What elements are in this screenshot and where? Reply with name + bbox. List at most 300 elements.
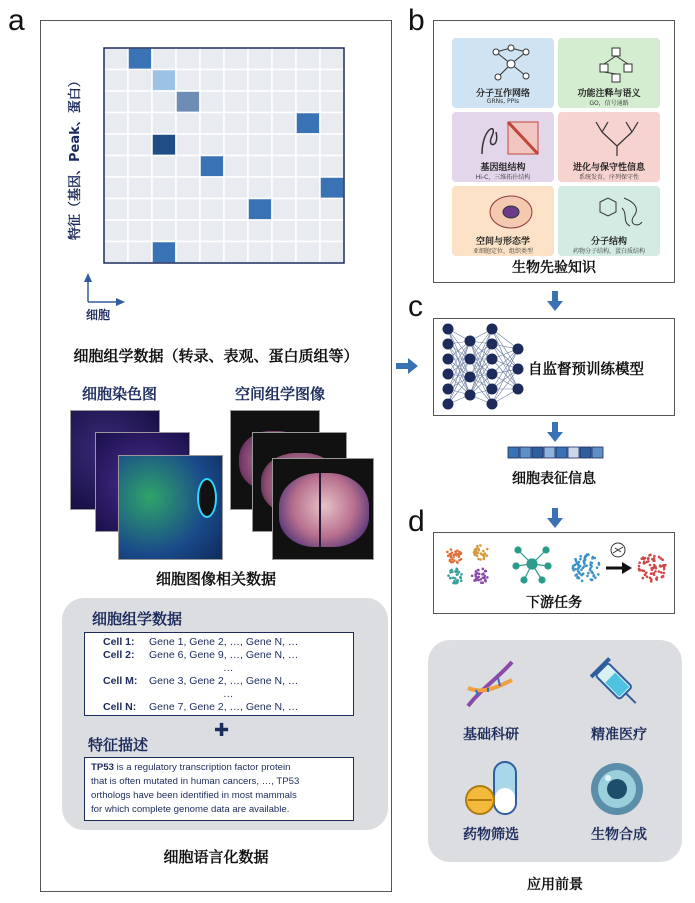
matrix-cell xyxy=(200,134,224,156)
matrix-cell xyxy=(128,199,152,221)
cluster-dot xyxy=(653,555,656,558)
matrix-cell xyxy=(128,134,152,156)
prior-knowledge-title: 生物先验知识 xyxy=(512,260,596,276)
cell-genes: Gene 1, Gene 2, …, Gene N, … xyxy=(149,636,299,648)
tile-title: 分子结构 xyxy=(590,237,627,247)
app-label-biosynthesis: 生物合成 xyxy=(591,827,647,843)
matrix-cell xyxy=(224,199,248,221)
cluster-dot xyxy=(458,555,461,558)
cluster-dot xyxy=(578,561,581,564)
matrix-cell xyxy=(224,156,248,178)
spatial-title: 空间组学图像 xyxy=(235,385,326,403)
cluster-dot xyxy=(597,573,600,576)
embedding-label: 细胞表征信息 xyxy=(512,471,596,487)
cluster-dot xyxy=(460,579,463,582)
cluster-dot xyxy=(476,554,479,557)
matrix-title: 细胞组学数据（转录、表观、蛋白质组等） xyxy=(73,347,359,365)
cell-id: Cell M: xyxy=(103,675,138,687)
cell-row xyxy=(103,662,234,674)
cluster-dot xyxy=(584,556,587,559)
cluster-dot xyxy=(474,573,477,576)
matrix-cell xyxy=(128,48,152,70)
matrix-cell xyxy=(272,134,296,156)
matrix-cell xyxy=(296,91,320,113)
arrow-a-to-c xyxy=(396,357,422,375)
embedding-cell xyxy=(580,447,591,458)
cluster-dot xyxy=(643,561,646,564)
nn-node xyxy=(513,344,524,355)
cluster-dot xyxy=(476,545,479,548)
panel-label-c: c xyxy=(408,290,423,323)
matrix-cell xyxy=(224,113,248,135)
nn-node xyxy=(487,399,498,410)
cluster-dot xyxy=(449,553,452,556)
nn-node xyxy=(443,384,454,395)
feature-line: orthologs have been identified in most mammals xyxy=(91,790,297,801)
cluster-dot xyxy=(664,564,667,567)
matrix-cell xyxy=(272,91,296,113)
matrix-cell xyxy=(200,113,224,135)
perturbation-icon xyxy=(568,540,672,590)
matrix-cell xyxy=(104,134,128,156)
feature-description xyxy=(84,757,354,821)
network-icon xyxy=(488,44,534,84)
cell-embedding-vector xyxy=(506,445,606,461)
matrix-cell xyxy=(200,156,224,178)
cluster-dot xyxy=(456,568,459,571)
nn-node xyxy=(487,354,498,365)
matrix-cell xyxy=(176,199,200,221)
cluster-dot xyxy=(481,554,484,557)
matrix-cell xyxy=(152,113,176,135)
tile-subtitle: 亚细胞定位，组织类型 xyxy=(472,248,533,255)
cluster-dot xyxy=(481,568,484,571)
matrix-cell xyxy=(128,177,152,199)
cluster-dot xyxy=(643,570,646,573)
cluster-dot xyxy=(587,572,590,575)
cluster-dot xyxy=(450,548,453,551)
omics-matrix xyxy=(60,40,360,310)
cluster-dot xyxy=(593,574,596,577)
matrix-cell xyxy=(104,91,128,113)
cluster-dot xyxy=(649,564,652,567)
nn-node xyxy=(443,399,454,410)
matrix-cell xyxy=(272,220,296,242)
cluster-dot xyxy=(576,576,579,579)
matrix-cell xyxy=(296,156,320,178)
cell-genes: … xyxy=(223,688,234,700)
tile-subtitle: 系统发育，序列保守性 xyxy=(578,174,639,181)
app-label-precision-medicine: 精准医疗 xyxy=(591,727,647,743)
matrix-cell xyxy=(152,242,176,264)
cell-id: Cell N: xyxy=(103,701,137,713)
matrix-cell xyxy=(224,242,248,264)
cluster-dot xyxy=(650,578,653,581)
cluster-dot xyxy=(575,573,578,576)
cluster-dot xyxy=(644,557,647,560)
matrix-cell xyxy=(104,48,128,70)
cluster-dot xyxy=(471,574,474,577)
matrix-cell xyxy=(296,48,320,70)
matrix-cell xyxy=(272,242,296,264)
tile-title: 分子互作网络 xyxy=(475,89,530,99)
cluster-dot xyxy=(454,550,457,553)
matrix-cell xyxy=(248,113,272,135)
cluster-dot xyxy=(453,553,456,556)
matrix-cell xyxy=(272,113,296,135)
cluster-dot xyxy=(590,578,593,581)
matrix-cell xyxy=(176,177,200,199)
matrix-cell xyxy=(248,177,272,199)
cell-id: Cell 2: xyxy=(103,649,135,661)
tile-title: 进化与保守性信息 xyxy=(572,163,645,173)
matrix-cell xyxy=(104,70,128,92)
spatial-image-3 xyxy=(272,458,374,560)
cluster-dot xyxy=(460,552,463,555)
matrix-cell xyxy=(248,199,272,221)
matrix-cell xyxy=(320,177,344,199)
cluster-dot xyxy=(484,552,487,555)
cluster-dot xyxy=(475,578,478,581)
matrix-cell xyxy=(200,70,224,92)
cluster-dot xyxy=(660,571,663,574)
matrix-xlabel: 细胞 xyxy=(86,308,111,322)
matrix-ylabel: 特征（基因、Peak、蛋白） xyxy=(68,74,83,240)
matrix-cell xyxy=(320,70,344,92)
feature-gene-name: TP53 xyxy=(91,762,114,773)
cluster-dot xyxy=(460,573,463,576)
matrix-cell xyxy=(320,48,344,70)
omics-box-title: 细胞组学数据 xyxy=(92,610,183,628)
matrix-cell xyxy=(296,134,320,156)
tile-subtitle: 药物分子结构，蛋白质结构 xyxy=(572,248,645,255)
matrix-cell xyxy=(176,156,200,178)
cluster-dot xyxy=(646,561,649,564)
tile-subtitle: Hi-C，三维拓扑结构 xyxy=(475,174,531,181)
spatial-morphology-icon xyxy=(488,192,534,232)
cluster-dot xyxy=(572,565,575,568)
cluster-dot xyxy=(587,553,590,556)
cluster-dot xyxy=(590,561,593,564)
matrix-cell xyxy=(272,177,296,199)
arrow-b-to-c xyxy=(546,291,564,313)
matrix-cell xyxy=(200,199,224,221)
cluster-dot xyxy=(581,580,584,583)
cluster-dot xyxy=(460,558,463,561)
matrix-cell xyxy=(296,242,320,264)
matrix-cell xyxy=(224,177,248,199)
matrix-cell xyxy=(200,242,224,264)
cell-row xyxy=(103,675,298,687)
matrix-cell xyxy=(248,220,272,242)
matrix-cell xyxy=(128,156,152,178)
embedding-cell xyxy=(544,447,555,458)
matrix-cell xyxy=(176,91,200,113)
cluster-dot xyxy=(644,574,647,577)
language-data-title: 细胞语言化数据 xyxy=(163,848,269,866)
molecular-structure-icon xyxy=(590,192,644,232)
app-label-drug-screening: 药物筛选 xyxy=(463,827,519,843)
feature-line: TP53 is a regulatory transcription factor protein xyxy=(91,762,291,773)
matrix-cell xyxy=(224,220,248,242)
matrix-cell xyxy=(272,70,296,92)
cluster-dot xyxy=(475,548,478,551)
downstream-tasks-label: 下游任务 xyxy=(526,595,582,611)
matrix-cell xyxy=(224,134,248,156)
nn-node xyxy=(465,354,476,365)
tile-title: 空间与形态学 xyxy=(475,237,530,247)
cell-row xyxy=(103,701,298,713)
feature-line: that is often mutated in human cancers, …, TP53 xyxy=(91,776,300,787)
matrix-cell xyxy=(200,177,224,199)
arrow-c-to-embedding xyxy=(546,422,564,444)
cluster-dot xyxy=(572,569,575,572)
matrix-cell xyxy=(104,177,128,199)
nn-node xyxy=(465,390,476,401)
matrix-cell xyxy=(248,48,272,70)
matrix-cell xyxy=(224,91,248,113)
matrix-cell xyxy=(128,91,152,113)
cluster-dot xyxy=(582,566,585,569)
matrix-cell xyxy=(320,242,344,264)
cluster-dot xyxy=(574,558,577,561)
tile-subtitle: GO，信号通路 xyxy=(589,100,629,107)
matrix-cell xyxy=(272,199,296,221)
matrix-cell xyxy=(152,48,176,70)
matrix-cell xyxy=(152,199,176,221)
matrix-cell xyxy=(296,113,320,135)
cluster-dot xyxy=(589,569,592,572)
matrix-cell xyxy=(152,70,176,92)
panel-label-b: b xyxy=(408,4,425,37)
matrix-cell xyxy=(128,70,152,92)
matrix-cell xyxy=(200,48,224,70)
cell-row xyxy=(103,636,298,648)
matrix-cell xyxy=(200,91,224,113)
cell-genes: Gene 7, Gene 2, …, Gene N, … xyxy=(149,701,299,713)
matrix-cell xyxy=(104,220,128,242)
matrix-cell xyxy=(152,91,176,113)
nn-node xyxy=(487,369,498,380)
cell-list xyxy=(84,632,354,716)
matrix-cell xyxy=(104,242,128,264)
clustering-icon xyxy=(440,540,496,588)
pathway-icon xyxy=(594,44,640,84)
matrix-cell xyxy=(272,156,296,178)
cluster-dot xyxy=(659,565,662,568)
cell-genes: Gene 6, Gene 9, …, Gene N, … xyxy=(149,649,299,661)
arrow-embedding-to-d xyxy=(546,508,564,530)
nn-node xyxy=(465,336,476,347)
cluster-dot xyxy=(479,578,482,581)
cluster-dot xyxy=(638,561,641,564)
matrix-cell xyxy=(272,48,296,70)
cluster-dot xyxy=(449,577,452,580)
matrix-cell xyxy=(248,134,272,156)
embedding-cell xyxy=(508,447,519,458)
cluster-dot xyxy=(452,582,455,585)
cluster-dot xyxy=(638,569,641,572)
matrix-cell xyxy=(248,91,272,113)
cluster-dot xyxy=(456,580,459,583)
cluster-dot xyxy=(452,561,455,564)
cluster-dot xyxy=(456,573,459,576)
cell-row xyxy=(103,688,234,700)
matrix-cell xyxy=(320,156,344,178)
nn-node xyxy=(443,354,454,365)
embedding-cell xyxy=(568,447,579,458)
cluster-dot xyxy=(596,566,599,569)
genome-structure-icon xyxy=(478,118,542,158)
cluster-dot xyxy=(451,570,454,573)
nn-node xyxy=(487,339,498,350)
cell-genes: … xyxy=(223,662,234,674)
cluster-dot xyxy=(662,575,665,578)
cluster-dot xyxy=(474,570,477,573)
cell-icon xyxy=(588,760,646,818)
graph-icon xyxy=(510,542,554,586)
dna-icon xyxy=(462,658,518,710)
cluster-dot xyxy=(579,555,582,558)
nn-node xyxy=(443,339,454,350)
cluster-dot xyxy=(459,577,462,580)
matrix-cell xyxy=(296,177,320,199)
embedding-cell xyxy=(556,447,567,458)
cluster-dot xyxy=(447,574,450,577)
cluster-dot xyxy=(585,564,588,567)
matrix-cell xyxy=(152,177,176,199)
cluster-dot xyxy=(646,575,649,578)
matrix-cell xyxy=(224,70,248,92)
cluster-dot xyxy=(478,573,481,576)
matrix-cell xyxy=(248,242,272,264)
matrix-cell xyxy=(200,220,224,242)
matrix-cell xyxy=(128,113,152,135)
cluster-dot xyxy=(455,570,458,573)
embedding-cell xyxy=(532,447,543,458)
cluster-dot xyxy=(577,564,580,567)
matrix-cell xyxy=(320,91,344,113)
matrix-cell xyxy=(104,199,128,221)
cluster-dot xyxy=(658,570,661,573)
matrix-cell xyxy=(104,156,128,178)
matrix-cell xyxy=(128,242,152,264)
cluster-dot xyxy=(586,575,589,578)
nn-node xyxy=(443,324,454,335)
matrix-cell xyxy=(296,70,320,92)
cluster-dot xyxy=(482,576,485,579)
panel-label-d: d xyxy=(408,505,425,538)
matrix-cell xyxy=(320,199,344,221)
cluster-dot xyxy=(593,557,596,560)
cluster-dot xyxy=(577,570,580,573)
cluster-dot xyxy=(649,553,652,556)
matrix-cell xyxy=(176,242,200,264)
cluster-dot xyxy=(482,550,485,553)
matrix-cell xyxy=(320,220,344,242)
matrix-cell xyxy=(128,220,152,242)
panel-label-a: a xyxy=(8,4,25,37)
matrix-cell xyxy=(224,48,248,70)
cluster-dot xyxy=(652,566,655,569)
cluster-dot xyxy=(642,577,645,580)
cluster-dot xyxy=(578,572,581,575)
cluster-dot xyxy=(663,572,666,575)
cluster-dot xyxy=(650,572,653,575)
cluster-dot xyxy=(658,556,661,559)
matrix-cell xyxy=(296,199,320,221)
cluster-dot xyxy=(458,571,461,574)
matrix-cell xyxy=(248,70,272,92)
tile-title: 功能注释与语义 xyxy=(577,89,641,99)
matrix-cell xyxy=(296,220,320,242)
cluster-dot xyxy=(484,579,487,582)
cluster-dot xyxy=(456,560,459,563)
cluster-dot xyxy=(482,572,485,575)
matrix-cell xyxy=(248,156,272,178)
feature-title: 特征描述 xyxy=(88,736,149,754)
matrix-cell xyxy=(176,70,200,92)
cell-row xyxy=(103,649,298,661)
model-label: 自监督预训练模型 xyxy=(528,362,644,378)
nn-node xyxy=(443,369,454,380)
app-label-basic-research: 基础科研 xyxy=(463,727,519,743)
cluster-dot xyxy=(455,554,458,557)
stain-image-3 xyxy=(118,455,223,560)
cluster-dot xyxy=(477,569,480,572)
tile-subtitle: GRNs, PPIs xyxy=(486,98,520,105)
embedding-cell xyxy=(592,447,603,458)
matrix-cell xyxy=(176,134,200,156)
cluster-dot xyxy=(577,567,580,570)
tile-title: 基因组结构 xyxy=(480,163,526,173)
nn-node xyxy=(513,364,524,375)
matrix-cell xyxy=(104,113,128,135)
nn-node xyxy=(465,372,476,383)
cluster-dot xyxy=(484,570,487,573)
matrix-cell xyxy=(320,134,344,156)
cluster-dot xyxy=(579,558,582,561)
cluster-dot xyxy=(446,551,449,554)
syringe-icon xyxy=(590,656,646,712)
matrix-cell xyxy=(176,220,200,242)
cluster-dot xyxy=(653,557,656,560)
cluster-dot xyxy=(486,576,489,579)
cluster-dot xyxy=(477,576,480,579)
nn-node xyxy=(487,324,498,335)
neural-network-icon xyxy=(440,323,530,413)
cluster-dot xyxy=(479,558,482,561)
nn-node xyxy=(487,384,498,395)
matrix-cell xyxy=(152,220,176,242)
cluster-dot xyxy=(647,558,650,561)
cell-genes: Gene 3, Gene 2, …, Gene N, … xyxy=(149,675,299,687)
stain-title: 细胞染色图 xyxy=(82,385,158,403)
cluster-dot xyxy=(653,573,656,576)
plus-icon: ✚ xyxy=(214,720,230,741)
matrix-cell xyxy=(176,48,200,70)
cluster-dot xyxy=(452,556,455,559)
cluster-dot xyxy=(655,578,658,581)
cluster-dot xyxy=(638,565,641,568)
cluster-dot xyxy=(583,560,586,563)
cluster-dot xyxy=(452,577,455,580)
cluster-dot xyxy=(483,556,486,559)
pill-icon xyxy=(462,760,522,818)
cluster-dot xyxy=(486,548,489,551)
matrix-cell xyxy=(152,156,176,178)
matrix-cell xyxy=(320,113,344,135)
